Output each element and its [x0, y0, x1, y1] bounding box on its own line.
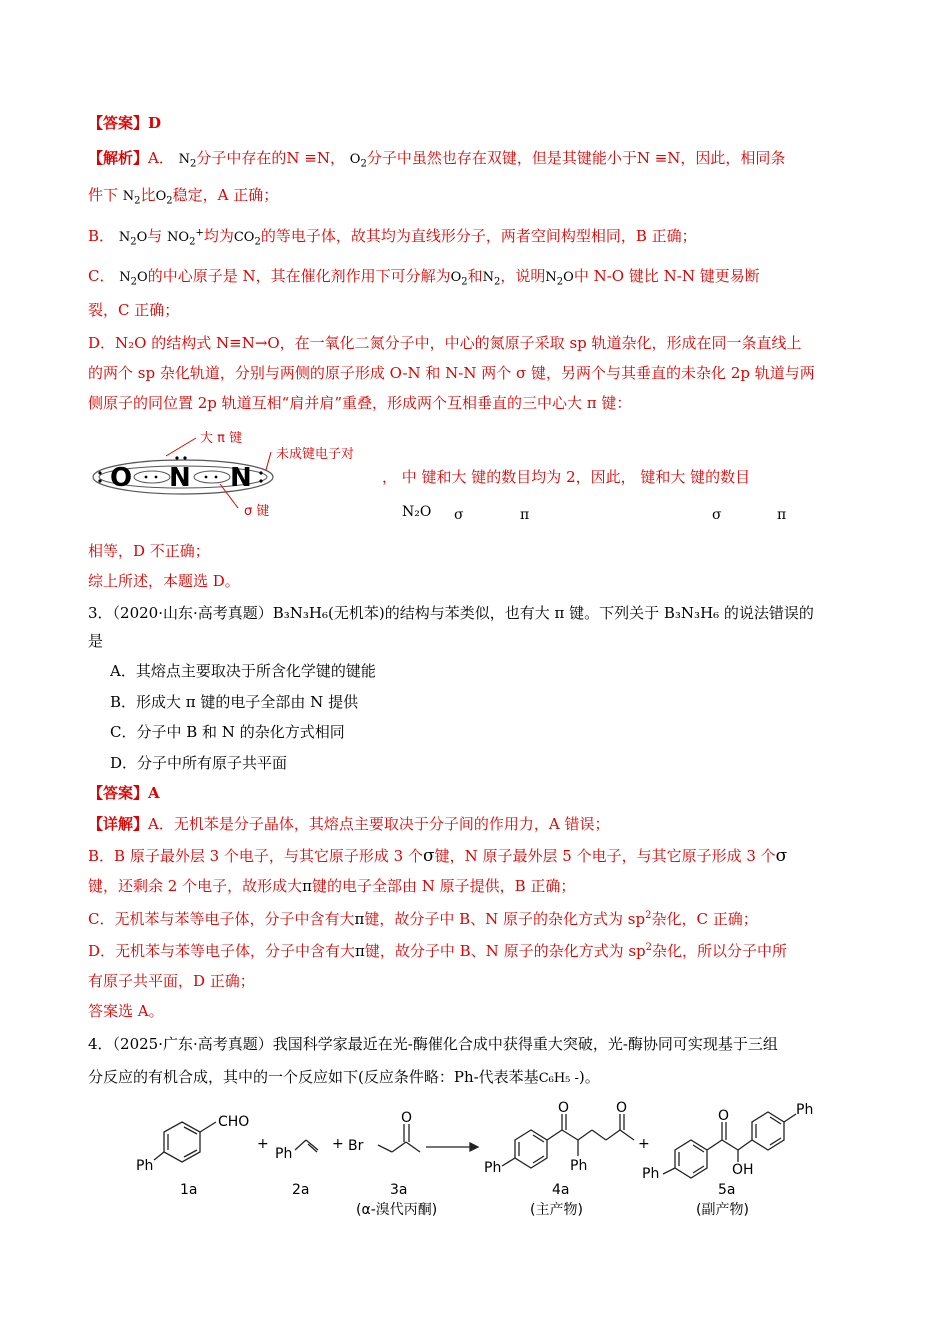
n2o-orbital-diagram [88, 422, 388, 522]
analysis-line-2: 件下 $N_2$比$O_2$稳定，A 正确； [88, 186, 279, 207]
label-2a: 2a [292, 1182, 310, 1198]
analysis-line-d2: 的两个 sp 杂化轨道，分别与两侧的原子形成 O-N 和 N-N 两个 σ 键，另两个与其垂直的未杂化 2p 轨道与两 [88, 364, 815, 382]
atom-o: O [110, 463, 133, 493]
ph-5a-left: Ph [642, 1166, 660, 1182]
q3-detail-c: C．无机苯与苯等电子体，分子中含有大π键，故分子中 B、N 原子的杂化方式为 $sp^2$杂化，C 正确； [88, 910, 758, 928]
q3-detail-b2: 键，还剩余 2 个电子，故形成大π键的电子全部由 N 原子提供，B 正确； [88, 877, 576, 895]
analysis-summary: 综上所述，本题选 D。 [88, 572, 240, 590]
answer-label: 【答案】 [88, 114, 149, 132]
note-5a: (副产物) [696, 1202, 749, 1218]
ring-5a-right [752, 1112, 784, 1150]
q3-stem-2: 是 [88, 632, 104, 650]
analysis-line-c2: 裂，C 正确； [88, 301, 180, 319]
oh-5a: OH [732, 1162, 754, 1178]
analysis-line-d5: 相等，D 不正确； [88, 542, 210, 560]
ph-1a: Ph [136, 1158, 154, 1174]
q3-option-a: A．其熔点主要取决于所含化学键的键能 [110, 662, 376, 680]
analysis-line-d1: D．N₂O 的结构式 N≡N→O，在一氧化二氮分子中，中心的氮原子采取 sp 轨道杂化，形成在同一条直线上 [88, 334, 802, 352]
answer-value: D [148, 114, 162, 132]
sigma-bond-n-n [194, 471, 230, 483]
q3-answer: 【答案】A [88, 784, 160, 802]
label-4a: 4a [552, 1182, 570, 1198]
sigma-label: σ 键 [244, 504, 270, 519]
analysis-line-d3: 侧原子的同位置 2p 轨道互相“肩并肩”重叠，形成两个互相垂直的三中心大 π 键： [88, 394, 632, 412]
caption-sigma-1: σ [454, 507, 464, 523]
answer-line [88, 112, 868, 134]
q3-final: 答案选 A。 [88, 1002, 164, 1020]
q3-detail-a: 【详解】A．无机苯是分子晶体，其熔点主要取决于分子间的作用力，A 错误； [88, 815, 610, 833]
caption-n2o: N₂O [402, 504, 432, 520]
label-1a: 1a [180, 1182, 198, 1198]
label-5a: 5a [718, 1182, 736, 1198]
ring-4a [515, 1130, 547, 1168]
big-pi-label: 大 π 键 [200, 431, 243, 446]
ring-1a [164, 1122, 200, 1162]
q3-detail-d2: 有原子共平面，D 正确； [88, 972, 255, 990]
ph-5a-right: Ph [796, 1102, 814, 1118]
caption-pi-2: π [777, 507, 787, 523]
ph-2a: Ph [275, 1146, 293, 1162]
analysis-line-c: C． $N_2O$的中心原子是 N，其在催化剂作用下可分解为$O_2$和$N_2$，说明$N_2O$中 N-O 键比 N-N 键更易断 [88, 267, 760, 288]
q3-option-d: D．分子中所有原子共平面 [110, 754, 288, 772]
q3-option-b: B．形成大 π 键的电子全部由 N 提供 [110, 693, 359, 711]
plus-2: + [332, 1136, 344, 1152]
atom-n-terminal: N [230, 463, 252, 493]
sigma-bond-o-n [134, 471, 170, 483]
o-3a: O [401, 1110, 413, 1126]
caption-sigma-2: σ [712, 507, 722, 523]
ring-5a-left [675, 1140, 707, 1178]
analysis-line-b: B． $N_2O$与 $NO_2^+$均为$CO_2$的等电子体，故其均为直线形分子，两者空间构型相同，B 正确； [88, 227, 697, 248]
atom-n-center: N [169, 463, 191, 493]
q3-detail-b: B．B 原子最外层 3 个电子，与其它原子形成 3 个σ键，N 原子最外层 5 个电子，与其它原子形成 3 个σ [88, 846, 788, 866]
q4-stem-2: 分反应的有机合成，其中的一个反应如下(反应条件略：Ph-代表苯基C₆H₅ -)。 [88, 1068, 600, 1086]
plus-1: + [257, 1136, 269, 1152]
q4-stem-1: 4．（2025·广东·高考真题）我国科学家最近在光-酶催化合成中获得重大突破，光-酶协同可实现基于三组 [88, 1035, 778, 1053]
analysis-line-1: 【解析】A． $N_2$分子中存在的N ≡N， $O_2$分子中虽然也存在双键，但是其键能小于N ≡N，因此，相同条 [88, 149, 786, 170]
label-3a: 3a [390, 1182, 408, 1198]
reaction-scheme [120, 1100, 820, 1230]
q3-stem: 3．（2020·山东·高考真题）B₃N₃H₆(无机苯)的结构与苯类似，也有大 π 键。下列关于 B₃N₃H₆ 的说法错误的 [88, 604, 814, 622]
lone-pair-label: 未成键电子对 [276, 447, 355, 462]
plus-3: + [638, 1136, 650, 1152]
o-4a-2: O [616, 1100, 628, 1116]
ph-4a-side: Ph [570, 1158, 588, 1174]
note-4a: (主产物) [530, 1202, 583, 1218]
diagram-caption-line: ， 中 键和大 键的数目均为 2，因此， 键和大 键的数目 [382, 468, 751, 486]
o-5a: O [718, 1108, 730, 1124]
cho-label: CHO [218, 1114, 250, 1130]
note-3a: (α-溴代丙酮) [356, 1202, 438, 1218]
q3-detail-d: D．无机苯与苯等电子体，分子中含有大π键，故分子中 B、N 原子的杂化方式为 $sp^2$杂化，所以分子中所 [88, 942, 788, 960]
br-label: Br [348, 1138, 364, 1154]
o-4a-1: O [558, 1100, 570, 1116]
caption-pi-1: π [520, 507, 530, 523]
ph-4a: Ph [484, 1160, 502, 1176]
q3-option-c: C．分子中 B 和 N 的杂化方式相同 [110, 723, 345, 741]
